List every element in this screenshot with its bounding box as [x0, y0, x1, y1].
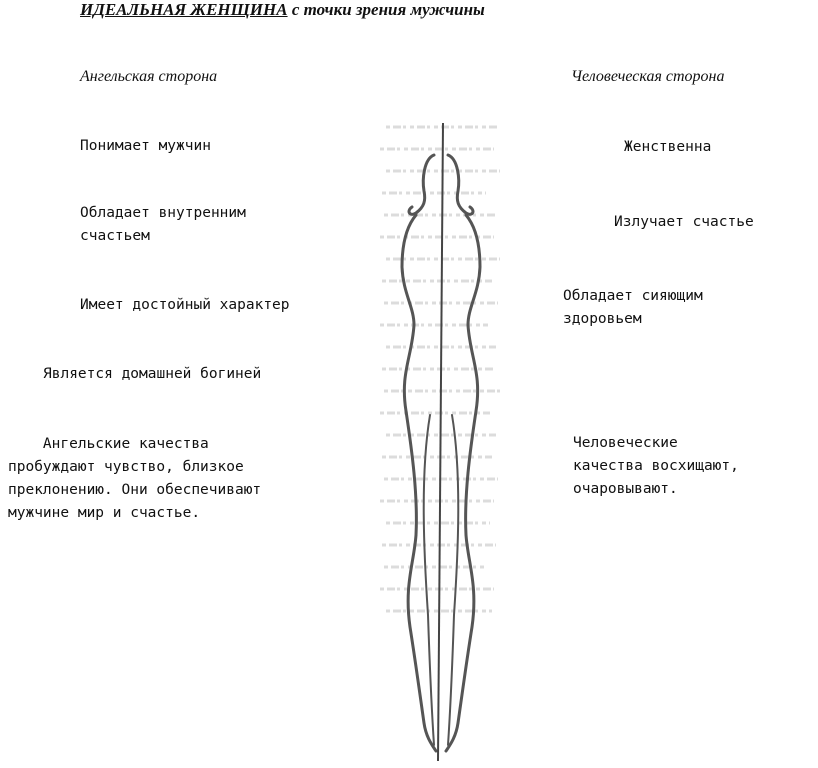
title-subtitle: с точки зрения мужчины	[287, 0, 485, 19]
silhouette-drawing	[376, 115, 506, 765]
left-item-angelic-qualities: Ангельские качества пробуждают чувство, близкое преклонению. Они обеспечивают мужчине мир и счастье.	[8, 436, 262, 521]
right-item-feminine: Женственна	[624, 139, 712, 155]
left-item-domestic-goddess: Является домашней богиней	[43, 366, 262, 382]
right-item-radiates-happiness: Излучает счастье	[614, 214, 754, 230]
right-item-human-qualities: Человеческие качества восхищают, очаровывают.	[573, 435, 739, 497]
left-item-understands-men: Понимает мужчин	[80, 138, 211, 154]
woman-silhouette-figure	[376, 115, 506, 765]
document-title	[80, 0, 485, 20]
left-item-dignified-character: Имеет достойный характер	[80, 297, 290, 313]
right-item-radiant-health: Обладает сияющим здоровьем	[563, 288, 703, 327]
left-column-heading: Ангельская сторона	[80, 68, 218, 85]
right-column-heading: Человеческая сторона	[571, 68, 725, 85]
title-main: ИДЕАЛЬНАЯ ЖЕНЩИНА	[80, 0, 288, 19]
left-item-inner-happiness: Обладает внутренним счастьем	[80, 205, 246, 244]
